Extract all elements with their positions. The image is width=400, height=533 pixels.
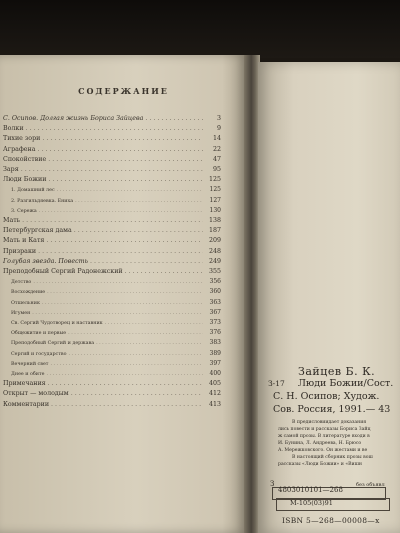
- toc-entry-title: Днее и обите: [11, 372, 45, 377]
- toc-leader-dots: [30, 309, 203, 318]
- toc-leader-dots: [49, 400, 203, 409]
- toc-entry-title: Вечерний свет: [11, 361, 49, 367]
- bbk-prefix: З: [270, 480, 275, 488]
- toc-entry-page: 355: [208, 268, 221, 275]
- toc-entry-page: 22: [212, 145, 221, 153]
- toc-entry: [11, 359, 221, 368]
- toc-entry: [11, 298, 221, 307]
- toc-entry: [11, 287, 221, 296]
- toc-entry-title: Преподобный Сергий Радонежский: [3, 268, 123, 275]
- toc-leader-dots: [46, 175, 203, 184]
- annotation-line: ж самой прозы. В литературе входи в: [278, 434, 370, 439]
- toc-leader-dots: [55, 186, 203, 195]
- toc-entry-page: 413: [208, 400, 221, 408]
- toc-entry: [11, 318, 221, 327]
- toc-leader-dots: [37, 207, 203, 216]
- toc-entry: [11, 328, 221, 337]
- toc-entry: [3, 226, 221, 235]
- toc-entry: [3, 155, 221, 164]
- toc-entry: [3, 236, 221, 245]
- toc-entry-title: Призраки: [3, 247, 37, 255]
- toc-entry: [3, 145, 221, 154]
- toc-leader-dots: [143, 114, 203, 123]
- isbn: ISBN 5—268—00008—х: [282, 516, 380, 525]
- annotation-line: рассказы «Люди Божии» и «Вишн: [278, 462, 362, 467]
- catalog-code: З-17: [268, 379, 285, 388]
- toc-entry-page: 367: [209, 308, 221, 316]
- toc-entry-title: Мать: [3, 217, 21, 224]
- toc-leader-dots: [103, 319, 203, 328]
- toc-entry: [11, 277, 221, 286]
- toc-leader-dots: [123, 267, 203, 276]
- toc-entry: [3, 389, 221, 398]
- toc-leader-dots: [66, 350, 203, 359]
- toc-leader-dots: [44, 236, 203, 245]
- toc-entry-page: 3: [216, 115, 221, 122]
- bbk-code: 4803010101—268: [278, 486, 343, 494]
- toc-entry-title: 3. Сережа: [11, 208, 37, 214]
- toc-entry-title: Детство: [11, 280, 32, 286]
- price-code: М-105(03)91: [290, 499, 333, 507]
- toc-entry: [3, 124, 221, 133]
- toc-leader-dots: [40, 134, 203, 143]
- toc-leader-dots: [45, 288, 203, 297]
- toc-entry-page: 127: [209, 196, 221, 204]
- toc-entry-title: Петербургская дама: [3, 227, 72, 235]
- toc-leader-dots: [94, 339, 203, 348]
- toc-entry: [11, 308, 221, 317]
- toc-entry-page: 363: [209, 298, 221, 306]
- annotation-line: лись повести и рассказы Бориса Зайц: [278, 427, 371, 432]
- toc-entry: [3, 165, 221, 174]
- toc-entry-title: 1. Домашний лес: [11, 188, 55, 194]
- toc-entry-page: 397: [209, 359, 221, 367]
- toc-entry-page: 248: [208, 247, 221, 255]
- toc-entry-page: 187: [208, 227, 221, 235]
- toc-entry: [11, 369, 221, 378]
- toc-entry-page: 405: [208, 380, 221, 388]
- toc-title: СОДЕРЖАНИЕ: [78, 86, 169, 96]
- toc-entry: [3, 257, 221, 266]
- toc-entry: [11, 185, 221, 194]
- toc-entry-page: 138: [208, 217, 221, 224]
- toc-entry-title: Комментарии: [3, 400, 50, 408]
- toc-leader-dots: [24, 124, 203, 133]
- author-heading: Зайцев Б. К.: [298, 365, 376, 378]
- toc-leader-dots: [72, 226, 203, 235]
- toc-entry-title: Люди Божии: [3, 176, 47, 184]
- toc-entry-page: 209: [208, 237, 221, 245]
- toc-leader-dots: [46, 155, 203, 164]
- toc-entry-page: 249: [208, 257, 221, 265]
- publisher-line: Сов. Россия, 1991.— 43: [273, 404, 391, 415]
- toc-leader-dots: [35, 145, 203, 154]
- toc-leader-dots: [45, 370, 204, 379]
- toc-entry-page: 376: [209, 329, 221, 337]
- toc-entry-title: Заря: [3, 166, 19, 173]
- toc-entry-page: 95: [212, 166, 221, 173]
- toc-entry-title: Спокойствие: [3, 155, 47, 163]
- toc-entry: [3, 247, 221, 256]
- toc-leader-dots: [48, 360, 203, 369]
- toc-entry: [3, 267, 221, 276]
- bbk-suffix: без объявл: [356, 482, 385, 488]
- toc-leader-dots: [40, 299, 203, 308]
- toc-leader-dots: [20, 216, 203, 225]
- toc-entry-title: Св. Сергий Чудотворец и наставник: [11, 321, 103, 326]
- toc-entry: [11, 349, 221, 358]
- annotation-line: В настоящий сборник прозы вош: [292, 455, 373, 460]
- toc-leader-dots: [73, 197, 203, 206]
- toc-leader-dots: [31, 278, 203, 287]
- toc-entry-page: 356: [209, 278, 221, 286]
- toc-entry: [3, 134, 221, 143]
- toc-entry-page: 383: [209, 339, 221, 347]
- toc-entry-title: Игумен: [11, 310, 31, 316]
- toc-entry-page: 125: [208, 176, 221, 184]
- toc-entry-page: 125: [209, 186, 221, 194]
- compiler-line: С. Н. Осипов; Худож.: [273, 391, 380, 402]
- toc-entry: [11, 338, 221, 347]
- toc-leader-dots: [36, 247, 203, 256]
- toc-leader-dots: [66, 329, 203, 338]
- toc-leader-dots: [46, 379, 203, 388]
- toc-entry-title: Сергий и государство: [11, 351, 67, 357]
- annotation-line: И. Бунина, Л. Андреева, Н. Брюсо: [278, 441, 362, 446]
- toc-entry-title: Общежитие и первые: [11, 331, 67, 337]
- toc-entry-title: Примечания: [3, 380, 46, 388]
- toc-entry-page: 412: [208, 390, 221, 398]
- toc-entry-title: Аграфена: [3, 145, 36, 153]
- background-shadow: [0, 0, 400, 58]
- toc-entry-title: Восхождение: [11, 290, 46, 296]
- toc-entry: [3, 400, 221, 409]
- annotation-line: В предисловиидает доказания: [292, 420, 367, 425]
- toc-entry-page: 130: [209, 206, 221, 214]
- toc-leader-dots: [88, 257, 203, 266]
- toc-entry-page: 360: [209, 288, 221, 296]
- toc-entry: [3, 379, 221, 388]
- toc-entry: [3, 114, 221, 123]
- toc-entry-title: С. Осипов. Долгая жизнь Бориса Зайцева: [3, 115, 144, 122]
- toc-entry-title: Преподобный Сергий и держава: [11, 341, 95, 347]
- toc-entry-page: 47: [212, 155, 221, 163]
- title-line: Люди Божии/Сост.: [298, 378, 394, 389]
- toc-entry-title: Волки: [3, 125, 24, 133]
- toc-entry-title: 2. Разгильдяевка. Ениха: [11, 198, 74, 204]
- toc-entry: [11, 196, 221, 205]
- toc-entry-page: 400: [209, 370, 221, 377]
- toc-entry-page: 9: [216, 125, 221, 133]
- toc-entry-title: Тихие зори: [3, 135, 41, 143]
- toc-leader-dots: [19, 165, 203, 174]
- toc-entry: [11, 206, 221, 215]
- toc-entry-page: 14: [212, 135, 221, 143]
- toc-entry-title: Открыт — молодым: [3, 390, 69, 398]
- toc-entry-title: Отшельник: [11, 300, 40, 306]
- toc-entry-title: Голубая звезда. Повесть: [3, 257, 88, 265]
- toc-leader-dots: [69, 389, 203, 398]
- toc-entry-page: 373: [209, 319, 221, 326]
- annotation-line: А. Мережковского. Он жестами и ве: [278, 448, 368, 453]
- toc-entry-page: 389: [209, 349, 221, 357]
- toc-entry: [3, 216, 221, 225]
- toc-entry-title: Мать и Катя: [3, 237, 45, 245]
- toc-entry: [3, 175, 221, 184]
